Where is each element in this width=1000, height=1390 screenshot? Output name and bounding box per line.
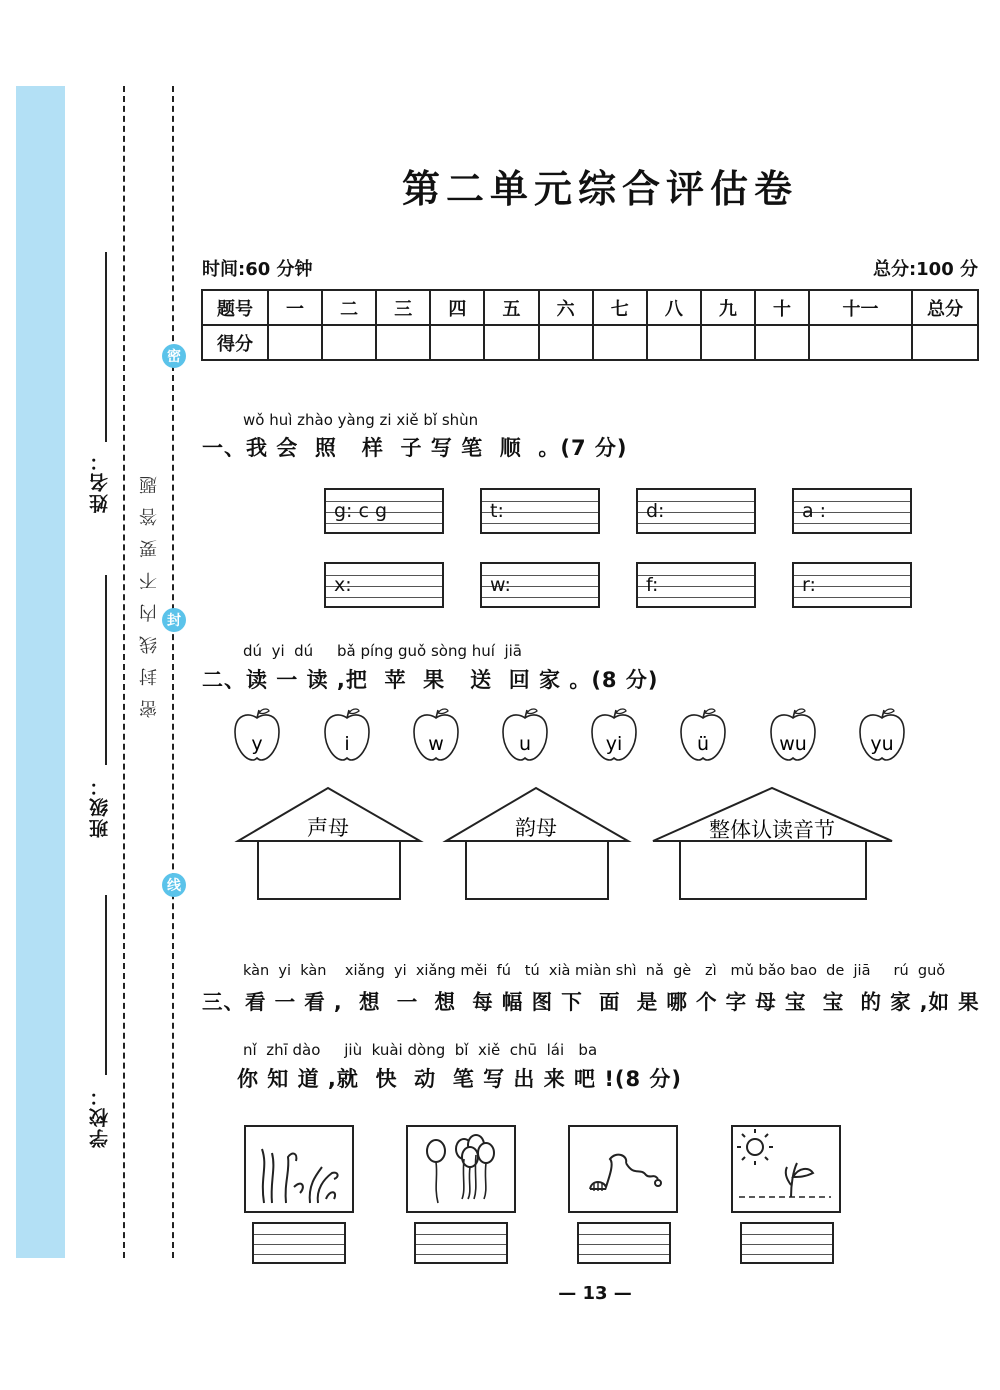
apple-label: ü — [696, 733, 710, 755]
picture-balloons — [406, 1125, 516, 1213]
score-cell[interactable] — [322, 325, 376, 360]
header-cell: 五 — [484, 290, 538, 325]
stroke-box-label: t: — [490, 500, 504, 522]
stroke-box-w[interactable] — [480, 562, 600, 608]
stroke-box-label: w: — [490, 574, 511, 596]
apple-label: u — [518, 733, 532, 755]
q1-text: 一、我 会 照 样 子 写 笔 顺 。(7 分) — [202, 436, 628, 460]
header-cell: 十 — [755, 290, 809, 325]
apples-and-houses — [200, 700, 960, 910]
house-label: 声母 — [307, 816, 349, 840]
score-cell[interactable] — [268, 325, 322, 360]
apple-label: wu — [779, 733, 807, 755]
apple-icon[interactable] — [325, 709, 369, 760]
apple-icon[interactable] — [860, 709, 904, 760]
header-cell: 一 — [268, 290, 322, 325]
house-finals[interactable] — [446, 788, 628, 899]
score-table — [201, 289, 979, 361]
stroke-box-f[interactable] — [636, 562, 756, 608]
house-label: 韵母 — [515, 816, 557, 840]
header-cell: 六 — [539, 290, 593, 325]
q2-pinyin: dú yi dú bǎ píng guǒ sòng huí jiā — [243, 642, 522, 660]
q2-text: 二、读 一 读 ,把 苹 果 送 回 家 。(8 分) — [202, 668, 659, 692]
header-cell: 二 — [322, 290, 376, 325]
table-row — [202, 325, 978, 360]
seal-circle-xian: 线 — [162, 873, 186, 897]
name-write-line[interactable] — [105, 252, 107, 442]
stroke-box-a[interactable] — [792, 488, 912, 534]
balloons-icon — [408, 1127, 514, 1211]
picture-sun-sprout — [731, 1125, 841, 1213]
score-cell[interactable] — [376, 325, 430, 360]
answer-box-2[interactable] — [414, 1222, 508, 1264]
name-label: 姓名： — [89, 450, 111, 513]
apple-icon[interactable] — [235, 709, 279, 760]
table-row — [202, 290, 978, 325]
q1-pinyin: wǒ huì zhào yàng zi xiě bǐ shùn — [243, 411, 479, 429]
apple-icon[interactable] — [414, 709, 458, 760]
seal-circle-feng: 封 — [162, 608, 186, 632]
dashed-line-inner — [123, 86, 125, 1258]
header-cell: 总分 — [912, 290, 978, 325]
page-number: — 13 — — [558, 1283, 632, 1304]
class-label: 班级： — [89, 775, 111, 838]
total-score: 总分:100 分 — [872, 259, 978, 280]
header-cell: 七 — [593, 290, 647, 325]
score-cell[interactable] — [701, 325, 755, 360]
house-whole-syllables[interactable] — [653, 788, 892, 899]
picture-plants — [244, 1125, 354, 1213]
score-cell[interactable] — [647, 325, 701, 360]
apple-icon[interactable] — [503, 709, 547, 760]
stroke-box-g[interactable] — [324, 488, 444, 534]
score-cell[interactable] — [430, 325, 484, 360]
stroke-box-r[interactable] — [792, 562, 912, 608]
q3-text-line1: 三、看 一 看 , 想 一 想 每 幅 图 下 面 是 哪 个 字 母 宝 宝 的 家 ,如 果 — [202, 990, 980, 1014]
seal-notice: 密封线内不要答题 — [139, 462, 160, 718]
apple-label: w — [428, 733, 444, 755]
apple-icon[interactable] — [592, 709, 636, 760]
score-cell[interactable] — [593, 325, 647, 360]
answer-box-4[interactable] — [740, 1222, 834, 1264]
answer-box-3[interactable] — [577, 1222, 671, 1264]
school-write-line[interactable] — [105, 895, 107, 1075]
score-cell[interactable] — [539, 325, 593, 360]
stroke-box-label: r: — [802, 574, 816, 596]
score-cell[interactable] — [484, 325, 538, 360]
header-cell: 九 — [701, 290, 755, 325]
header-cell: 八 — [647, 290, 701, 325]
binding-strip — [16, 86, 65, 1258]
score-cell[interactable] — [809, 325, 912, 360]
page-title: 第二单元综合评估卷 — [401, 166, 798, 211]
score-cell[interactable] — [912, 325, 978, 360]
apple-icon[interactable] — [681, 709, 725, 760]
q3-text-line2: 你 知 道 ,就 快 动 笔 写 出 来 吧 !(8 分) — [237, 1067, 683, 1091]
plant-stems-icon — [246, 1127, 352, 1211]
q3-pinyin-line2: nǐ zhī dào jiù kuài dòng bǐ xiě chū lái ba — [243, 1041, 598, 1059]
stroke-box-t[interactable] — [480, 488, 600, 534]
header-cell: 四 — [430, 290, 484, 325]
house-initials[interactable] — [238, 788, 420, 899]
school-label: 学校： — [89, 1085, 111, 1148]
stroke-box-x[interactable] — [324, 562, 444, 608]
header-cell: 题号 — [202, 290, 268, 325]
sun-sprout-icon — [733, 1127, 839, 1211]
apple-label: i — [344, 733, 350, 755]
time-limit: 时间:60 分钟 — [202, 259, 313, 280]
answer-box-1[interactable] — [252, 1222, 346, 1264]
picture-caterpillar — [568, 1125, 678, 1213]
score-cell[interactable] — [755, 325, 809, 360]
stroke-box-label: x: — [334, 574, 352, 596]
stroke-box-d[interactable] — [636, 488, 756, 534]
stroke-box-label: d: — [646, 500, 665, 522]
score-row-label: 得分 — [202, 325, 268, 360]
stroke-box-label: g: c g — [334, 500, 388, 522]
apple-label: yi — [605, 733, 623, 755]
house-label: 整体认读音节 — [709, 818, 835, 842]
stroke-box-label: a : — [802, 500, 827, 522]
class-write-line[interactable] — [105, 575, 107, 765]
header-cell: 三 — [376, 290, 430, 325]
apple-icon[interactable] — [771, 709, 815, 760]
seal-circle-mi: 密 — [162, 344, 186, 368]
caterpillar-icon — [570, 1127, 676, 1211]
apple-label: yu — [870, 733, 894, 755]
stroke-box-label: f: — [646, 574, 659, 596]
q3-pinyin-line1: kàn yi kàn xiǎng yi xiǎng měi fú tú xià miàn shì nǎ gè zì mǔ bǎo bao de jiā rú guǒ — [243, 963, 946, 979]
dashed-line-outer — [172, 86, 174, 1258]
apple-label: y — [251, 733, 263, 755]
header-cell: 十一 — [809, 290, 912, 325]
